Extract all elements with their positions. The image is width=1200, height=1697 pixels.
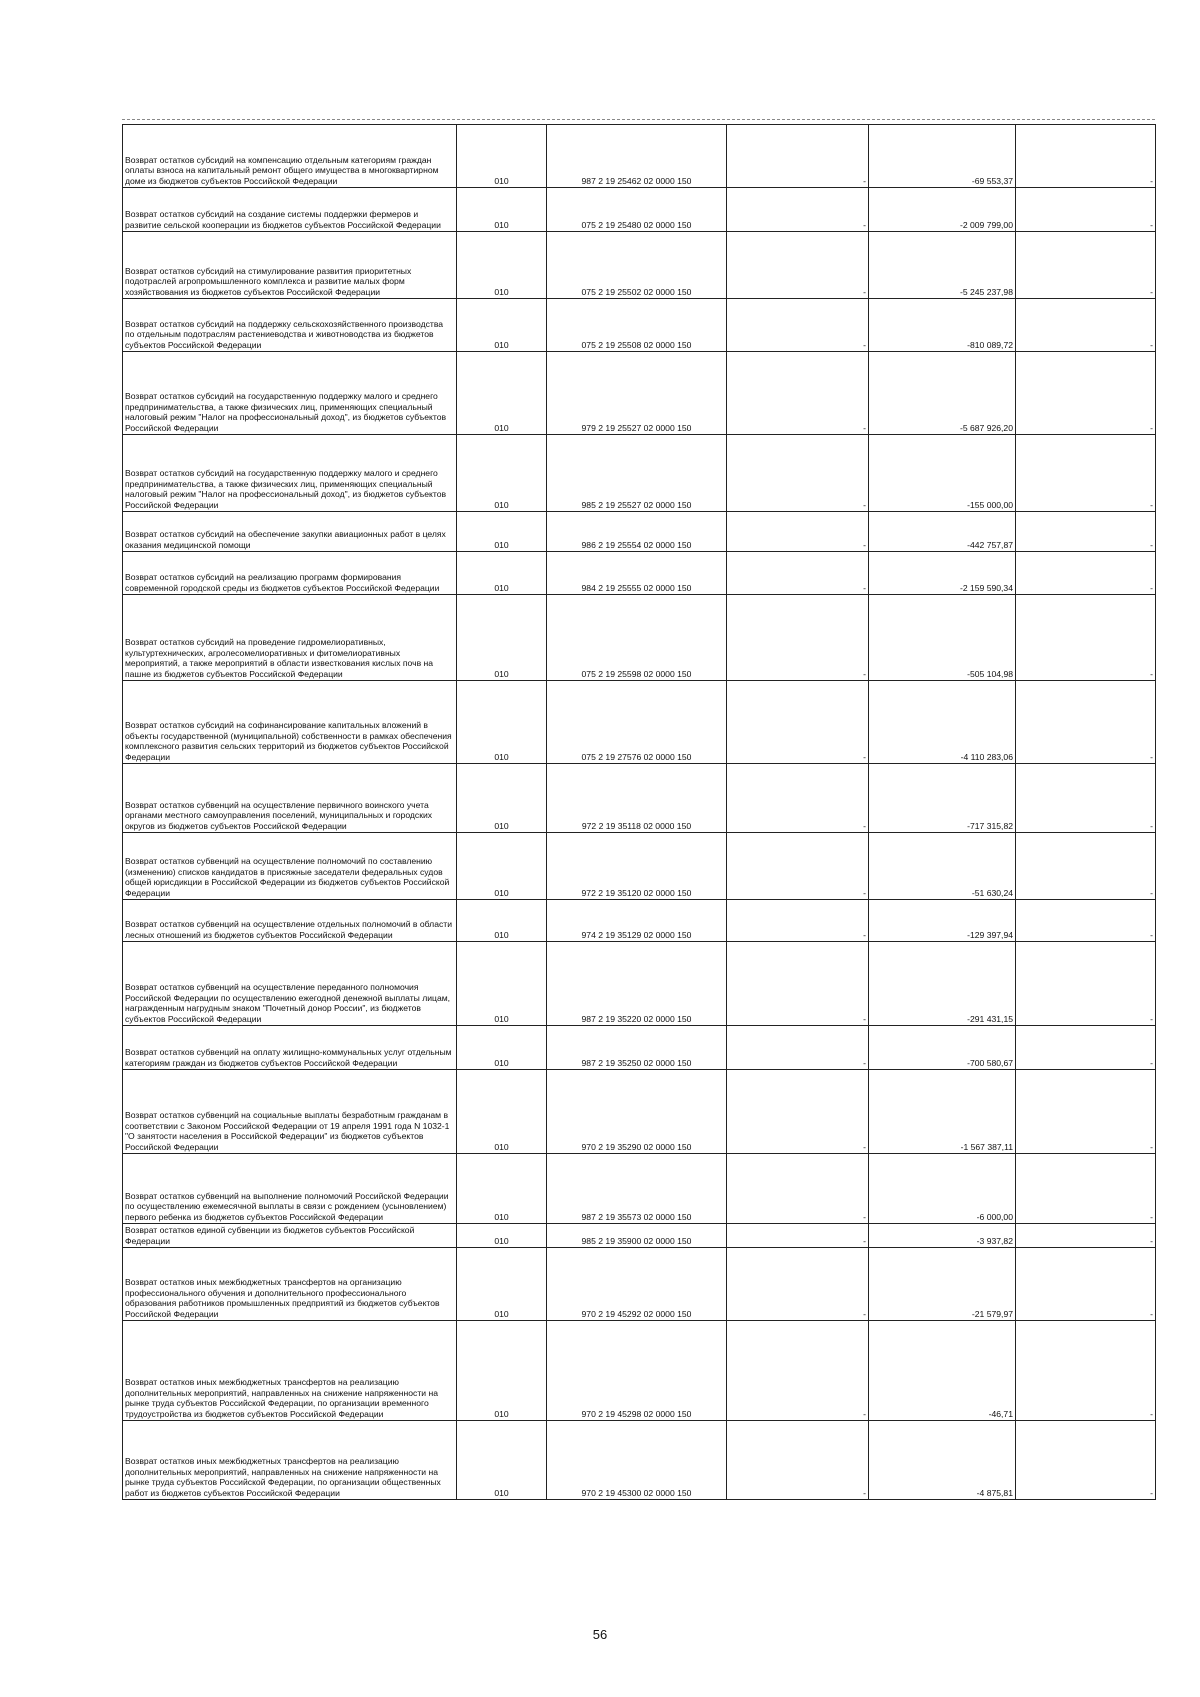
row-kbk: 970 2 19 45300 02 0000 150 (547, 1421, 727, 1500)
row-code: 010 (457, 1421, 547, 1500)
row-kbk: 987 2 19 35250 02 0000 150 (547, 1026, 727, 1070)
row-name: Возврат остатков субсидий на проведение гидромелиоративных, культуртехнических, агролесомелиоративных и фитомелиоративных мероприятий, а также мероприятий в области известкования кислых почв на пашне из бюджетов субъектов Российской Федерации (123, 595, 457, 681)
row-name: Возврат остатков иных межбюджетных трансфертов на реализацию дополнительных мероприятий, направленных на снижение напряженности на рынке труда субъектов Российской Федерации, по организации общественных работ из бюджетов субъектов Российской Федерации (123, 1421, 457, 1500)
row-dash: - (727, 1026, 869, 1070)
row-code: 010 (457, 552, 547, 595)
row-name: Возврат остатков субвенций на оплату жилищно-коммунальных услуг отдельным категориям граждан из бюджетов субъектов Российской Федерации (123, 1026, 457, 1070)
row-dash: - (727, 1321, 869, 1421)
row-code: 010 (457, 595, 547, 681)
row-name: Возврат остатков субсидий на государственную поддержку малого и среднего предпринимательства, а также физических лиц, применяющих специальный налоговый режим "Налог на профессиональный доход", из бюджетов субъектов Российской Федерации (123, 435, 457, 512)
row-name: Возврат остатков субвенций на выполнение полномочий Российской Федерации по осуществлению ежемесячной выплаты в связи с рождением (усыновлением) первого ребенка из бюджетов субъектов Российской Федерации (123, 1154, 457, 1224)
row-end-dash: - (1016, 188, 1156, 232)
row-code: 010 (457, 681, 547, 764)
row-end-dash: - (1016, 1248, 1156, 1321)
row-kbk: 979 2 19 25527 02 0000 150 (547, 352, 727, 435)
row-dash: - (727, 1224, 869, 1248)
row-end-dash: - (1016, 595, 1156, 681)
row-dash: - (727, 352, 869, 435)
row-code: 010 (457, 188, 547, 232)
table-row (123, 900, 1156, 942)
row-code: 010 (457, 942, 547, 1026)
row-end-dash: - (1016, 1154, 1156, 1224)
row-kbk: 075 2 19 27576 02 0000 150 (547, 681, 727, 764)
table-row (123, 1026, 1156, 1070)
row-kbk: 984 2 19 25555 02 0000 150 (547, 552, 727, 595)
row-name: Возврат остатков субсидий на государственную поддержку малого и среднего предпринимательства, а также физических лиц, применяющих специальный налоговый режим "Налог на профессиональный доход", из бюджетов субъектов Российской Федерации (123, 352, 457, 435)
page-number: 56 (592, 1627, 608, 1642)
row-code: 010 (457, 512, 547, 552)
budget-table (122, 124, 1156, 1500)
row-amount: -46,71 (869, 1321, 1016, 1421)
row-end-dash: - (1016, 900, 1156, 942)
table-row (123, 1321, 1156, 1421)
row-kbk: 985 2 19 25527 02 0000 150 (547, 435, 727, 512)
row-kbk: 075 2 19 25480 02 0000 150 (547, 188, 727, 232)
row-kbk: 987 2 19 35220 02 0000 150 (547, 942, 727, 1026)
table-row (123, 299, 1156, 352)
row-code: 010 (457, 125, 547, 188)
table-row (123, 681, 1156, 764)
table-row (123, 512, 1156, 552)
table-row (123, 764, 1156, 833)
row-dash: - (727, 1421, 869, 1500)
row-end-dash: - (1016, 352, 1156, 435)
row-dash: - (727, 1154, 869, 1224)
row-end-dash: - (1016, 1421, 1156, 1500)
table-top-edge (122, 119, 1155, 121)
row-end-dash: - (1016, 764, 1156, 833)
row-dash: - (727, 833, 869, 900)
row-kbk: 970 2 19 45298 02 0000 150 (547, 1321, 727, 1421)
row-dash: - (727, 552, 869, 595)
row-dash: - (727, 512, 869, 552)
row-dash: - (727, 232, 869, 299)
table-row (123, 188, 1156, 232)
row-end-dash: - (1016, 833, 1156, 900)
row-amount: -717 315,82 (869, 764, 1016, 833)
row-kbk: 972 2 19 35120 02 0000 150 (547, 833, 727, 900)
row-name: Возврат остатков субсидий на реализацию программ формирования современной городской среды из бюджетов субъектов Российской Федерации (123, 552, 457, 595)
row-name: Возврат остатков субвенций на осуществление переданного полномочия Российской Федерации по осуществлению ежегодной денежной выплаты лицам, награжденным нагрудным знаком "Почетный донор России", из бюджетов субъектов Российской Федерации (123, 942, 457, 1026)
row-amount: -3 937,82 (869, 1224, 1016, 1248)
row-name: Возврат остатков иных межбюджетных трансфертов на организацию профессионального обучения и дополнительного профессионального образования работников промышленных предприятий из бюджетов субъектов Российской Федерации (123, 1248, 457, 1321)
row-kbk: 972 2 19 35118 02 0000 150 (547, 764, 727, 833)
row-end-dash: - (1016, 1026, 1156, 1070)
row-code: 010 (457, 352, 547, 435)
row-kbk: 985 2 19 35900 02 0000 150 (547, 1224, 727, 1248)
row-name: Возврат остатков субвенций на осуществление первичного воинского учета органами местного самоуправления поселений, муниципальных и городских округов из бюджетов субъектов Российской Федерации (123, 764, 457, 833)
table-row (123, 942, 1156, 1026)
table-row (123, 1248, 1156, 1321)
row-amount: -2 159 590,34 (869, 552, 1016, 595)
row-code: 010 (457, 299, 547, 352)
row-amount: -291 431,15 (869, 942, 1016, 1026)
row-dash: - (727, 125, 869, 188)
row-end-dash: - (1016, 435, 1156, 512)
row-end-dash: - (1016, 1070, 1156, 1154)
row-name: Возврат остатков субсидий на софинансирование капитальных вложений в объекты государственной (муниципальной) собственности в рамках обеспечения комплексного развития сельских территорий из бюджетов субъектов Российской Федерации (123, 681, 457, 764)
row-amount: -51 630,24 (869, 833, 1016, 900)
row-dash: - (727, 188, 869, 232)
row-dash: - (727, 900, 869, 942)
table-row (123, 352, 1156, 435)
row-kbk: 970 2 19 45292 02 0000 150 (547, 1248, 727, 1321)
row-amount: -442 757,87 (869, 512, 1016, 552)
row-code: 010 (457, 1026, 547, 1070)
row-name: Возврат остатков субвенций на осуществление полномочий по составлению (изменению) списков кандидатов в присяжные заседатели федеральных судов общей юрисдикции в Российской Федерации из бюджетов субъектов Российской Федерации (123, 833, 457, 900)
row-dash: - (727, 681, 869, 764)
row-amount: -810 089,72 (869, 299, 1016, 352)
row-code: 010 (457, 900, 547, 942)
row-dash: - (727, 764, 869, 833)
row-end-dash: - (1016, 552, 1156, 595)
row-end-dash: - (1016, 299, 1156, 352)
row-code: 010 (457, 1248, 547, 1321)
table-row (123, 552, 1156, 595)
row-name: Возврат остатков иных межбюджетных трансфертов на реализацию дополнительных мероприятий, направленных на снижение напряженности на рынке труда субъектов Российской Федерации, по организации временного трудоустройства из бюджетов субъектов Российской Федерации (123, 1321, 457, 1421)
table-row (123, 125, 1156, 188)
row-name: Возврат остатков субсидий на стимулирование развития приоритетных подотраслей агропромышленного комплекса и развитие малых форм хозяйствования из бюджетов субъектов Российской Федерации (123, 232, 457, 299)
row-amount: -6 000,00 (869, 1154, 1016, 1224)
table-row (123, 833, 1156, 900)
row-amount: -4 875,81 (869, 1421, 1016, 1500)
row-end-dash: - (1016, 942, 1156, 1026)
row-dash: - (727, 299, 869, 352)
row-kbk: 986 2 19 25554 02 0000 150 (547, 512, 727, 552)
row-amount: -5 245 237,98 (869, 232, 1016, 299)
row-code: 010 (457, 1224, 547, 1248)
row-amount: -69 553,37 (869, 125, 1016, 188)
row-code: 010 (457, 1154, 547, 1224)
row-amount: -505 104,98 (869, 595, 1016, 681)
row-name: Возврат остатков субсидий на создание системы поддержки фермеров и развитие сельской кооперации из бюджетов субъектов Российской Федерации (123, 188, 457, 232)
row-name: Возврат остатков субсидий на компенсацию отдельным категориям граждан оплаты взноса на капитальный ремонт общего имущества в многоквартирном доме из бюджетов субъектов Российской Федерации (123, 125, 457, 188)
row-code: 010 (457, 232, 547, 299)
row-end-dash: - (1016, 1321, 1156, 1421)
row-dash: - (727, 1248, 869, 1321)
row-amount: -129 397,94 (869, 900, 1016, 942)
row-amount: -21 579,97 (869, 1248, 1016, 1321)
row-kbk: 075 2 19 25508 02 0000 150 (547, 299, 727, 352)
row-end-dash: - (1016, 232, 1156, 299)
row-kbk: 987 2 19 25462 02 0000 150 (547, 125, 727, 188)
row-code: 010 (457, 435, 547, 512)
table-row (123, 1224, 1156, 1248)
row-amount: -700 580,67 (869, 1026, 1016, 1070)
budget-table-body (123, 125, 1156, 1500)
row-end-dash: - (1016, 512, 1156, 552)
table-row (123, 595, 1156, 681)
row-kbk: 970 2 19 35290 02 0000 150 (547, 1070, 727, 1154)
table-row (123, 1154, 1156, 1224)
row-end-dash: - (1016, 1224, 1156, 1248)
row-name: Возврат остатков субсидий на обеспечение закупки авиационных работ в целях оказания медицинской помощи (123, 512, 457, 552)
row-kbk: 075 2 19 25598 02 0000 150 (547, 595, 727, 681)
row-code: 010 (457, 764, 547, 833)
row-amount: -1 567 387,11 (869, 1070, 1016, 1154)
row-name: Возврат остатков субсидий на поддержку сельскохозяйственного производства по отдельным подотраслям растениеводства и животноводства из бюджетов субъектов Российской Федерации (123, 299, 457, 352)
table-row (123, 1421, 1156, 1500)
row-name: Возврат остатков субвенций на социальные выплаты безработным гражданам в соответствии с Законом Российской Федерации от 19 апреля 1991 года N 1032-1 "О занятости населения в Российской Федерации" из бюджетов субъектов Российской Федерации (123, 1070, 457, 1154)
row-code: 010 (457, 833, 547, 900)
row-name: Возврат остатков единой субвенции из бюджетов субъектов Российской Федерации (123, 1224, 457, 1248)
row-code: 010 (457, 1321, 547, 1421)
table-row (123, 232, 1156, 299)
row-dash: - (727, 1070, 869, 1154)
row-end-dash: - (1016, 125, 1156, 188)
table-row (123, 435, 1156, 512)
row-dash: - (727, 595, 869, 681)
row-code: 010 (457, 1070, 547, 1154)
row-kbk: 974 2 19 35129 02 0000 150 (547, 900, 727, 942)
row-amount: -155 000,00 (869, 435, 1016, 512)
row-kbk: 987 2 19 35573 02 0000 150 (547, 1154, 727, 1224)
row-amount: -4 110 283,06 (869, 681, 1016, 764)
row-end-dash: - (1016, 681, 1156, 764)
row-amount: -2 009 799,00 (869, 188, 1016, 232)
row-name: Возврат остатков субвенций на осуществление отдельных полномочий в области лесных отношений из бюджетов субъектов Российской Федерации (123, 900, 457, 942)
row-dash: - (727, 435, 869, 512)
row-amount: -5 687 926,20 (869, 352, 1016, 435)
row-dash: - (727, 942, 869, 1026)
table-row (123, 1070, 1156, 1154)
row-kbk: 075 2 19 25502 02 0000 150 (547, 232, 727, 299)
